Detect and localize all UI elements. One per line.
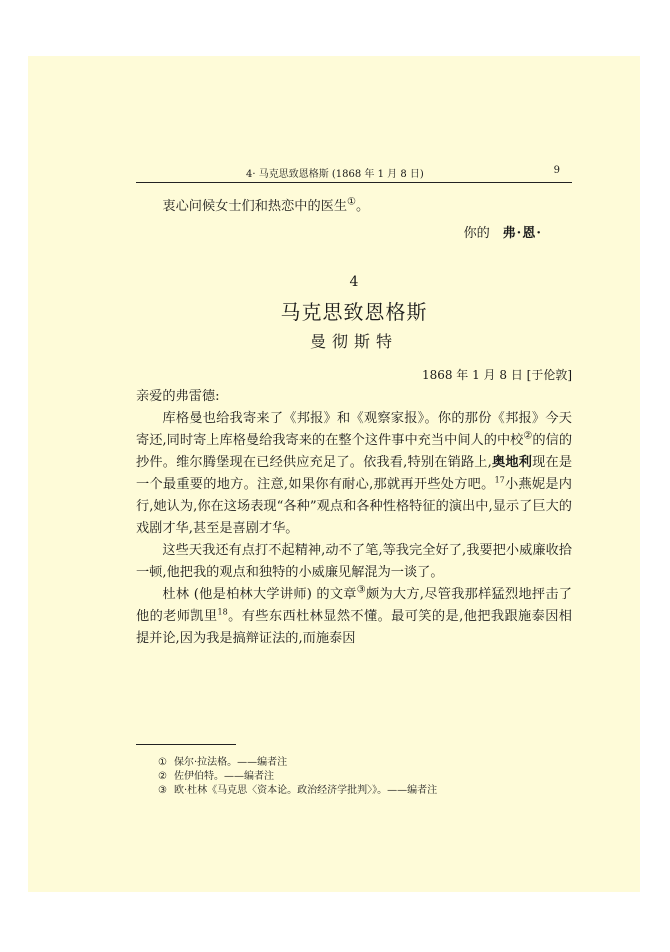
footnote-2-marker: ② [158, 771, 167, 782]
p1-text-d: 小燕妮是内行,她认为,你在这场表现“各种”观点和各种性格特征的演出中,显示了巨大的戏剧才华,甚至是喜剧才华。 [136, 477, 572, 536]
footnote-1-text: 保尔·拉法格。——编者注 [174, 757, 288, 768]
footnote-3-marker: ③ [158, 785, 167, 796]
page-number: 9 [553, 165, 560, 176]
p1-text-b: 的信的抄件。维尔腾堡现在已经供应充足了。依我看,特别在销路上, [136, 433, 573, 470]
footnote-2-text: 佐伊伯特。——编者注 [174, 771, 274, 782]
footnote-2 [158, 767, 274, 782]
letter-number: 4 [349, 274, 359, 290]
carryover-line [136, 196, 572, 218]
footnote-1-marker: ① [158, 757, 167, 768]
paragraph-3 [136, 584, 572, 650]
endnote-18: 18 [217, 607, 228, 617]
p3-text-b: 颇为大方,尽管我那样猛烈地抨击了他的老师凯里 [136, 587, 572, 624]
book-page [28, 56, 640, 892]
footnote-1 [158, 753, 287, 768]
paragraph-1 [136, 408, 572, 540]
footnote-marker-3: ③ [356, 584, 366, 596]
closing: 你的 [463, 226, 490, 241]
p3-text-a: 杜林 (他是柏林大学讲师) 的文章 [162, 587, 357, 602]
salutation: 亲爱的弗雷德: [136, 389, 220, 404]
letter-dateline: 1868 年 1 月 8 日 [于伦敦] [421, 368, 572, 382]
letter-body [136, 386, 572, 650]
paragraph-2: 这些天我还有点打不起精神,动不了笔,等我完全好了,我要把小威廉收拾一顿,他把我的观点和独特的小威廉见解混为一谈了。 [136, 543, 572, 580]
footnote-rule [136, 744, 236, 745]
signature-line [463, 222, 542, 241]
p1-text-c: 现在是一个最重要的地方。注意,如果你有耐心,那就再开些处方吧。 [136, 455, 573, 492]
bold-term: 奥地利 [491, 455, 533, 470]
letter-title: 马克思致恩格斯 [280, 300, 428, 324]
endnote-17: 17 [494, 475, 505, 485]
footnote-3 [158, 781, 437, 796]
running-head-title: 4· 马克思致恩格斯 (1868 年 1 月 8 日) [246, 169, 424, 180]
footnote-marker-1: ① [347, 196, 356, 208]
p3-text-c: 。有些东西杜林显然不懂。最可笑的是,他把我跟施泰因相提并论,因为我是搞辩证法的,而施泰因 [136, 609, 572, 646]
letter-place: 曼彻斯特 [309, 332, 398, 351]
p1-text-a: 库格曼也给我寄来了《邦报》和《观察家报》。你的那份《邦报》今天寄还,同时寄上库格曼给我寄来的在整个这件事中充当中间人的中校 [136, 411, 572, 448]
footnote-3-text: 欧·杜林《马克思〈资本论。政治经济学批判〉》。——编者注 [174, 785, 438, 796]
running-head [136, 162, 572, 183]
footnote-marker-2: ② [523, 430, 533, 442]
carryover-text: 衷心问候女士们和热恋中的医生 [162, 199, 348, 214]
signature: 弗·恩· [502, 226, 542, 241]
carryover-period: 。 [355, 199, 370, 214]
